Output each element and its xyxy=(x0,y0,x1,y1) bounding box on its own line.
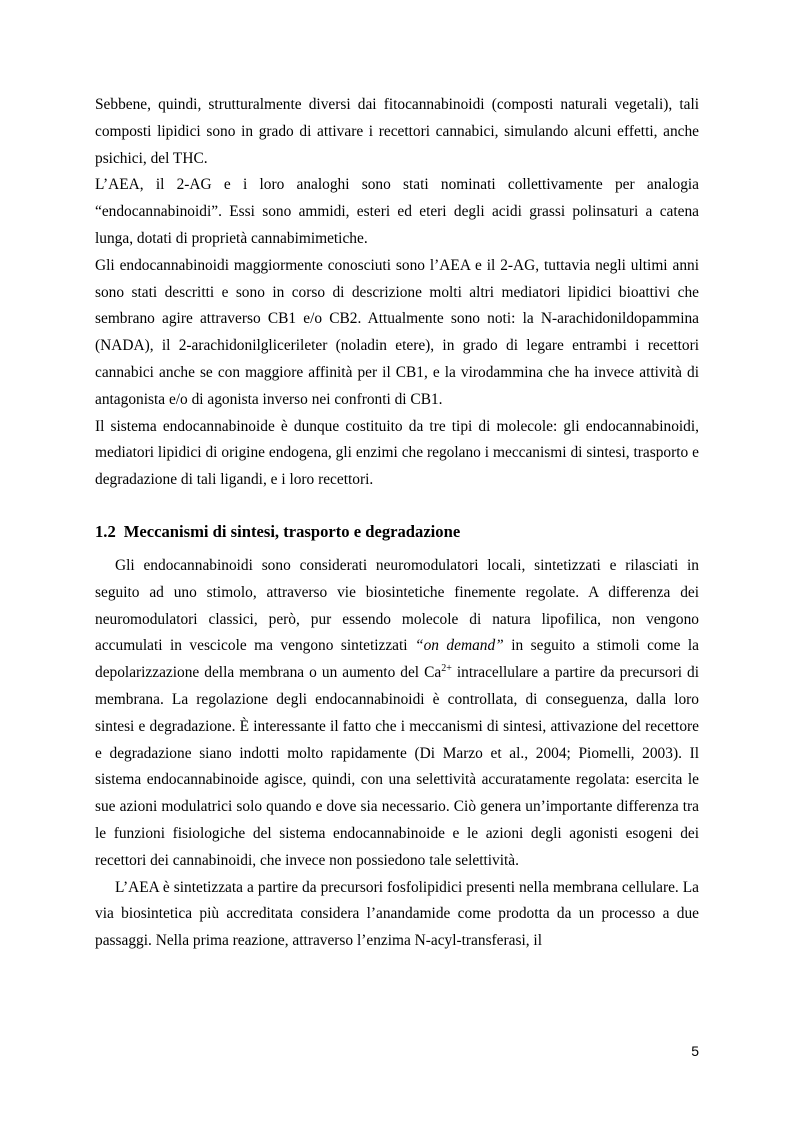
paragraph-structural-differences: Sebbene, quindi, strutturalmente diversi dai fitocannabinoidi (composti naturali vegetali), tali composti lipidici sono in grado di attivare i recettori cannabici, simulando alcuni effetti, anche psichici, del THC. xyxy=(95,96,699,167)
page-number: 5 xyxy=(691,1043,699,1059)
section-title: Meccanismi di sintesi, trasporto e degradazione xyxy=(123,521,461,541)
paragraph-endocannabinoid-definition: L’AEA, il 2-AG e i loro analoghi sono stati nominati collettivamente per analogia “endocannabinoidi”. Essi sono ammidi, esteri ed eteri degli acidi grassi polinsaturi a catena lunga, dotati di proprietà cannabimimetiche. xyxy=(95,176,699,247)
section-number: 1.2 xyxy=(95,521,116,541)
text-run: Gli endocannabinoidi sono considerati neuromodulatori locali, sintetizzati e rilasciati in seguito ad uno stimolo, attraverso vie biosintetiche finemente regolate. A differenza dei neuromodulatori classici, però, pur essendo molecole di natura lipofilica, non vengono accumulati in vescicole ma vengono sintetizzati xyxy=(95,556,699,655)
paragraph-synthesis-mechanisms xyxy=(95,553,699,875)
text-run: intracellulare a partire da precursori di membrana. La regolazione degli endocannabinoidi è controllata, di conseguenza, dalla loro sintesi e degradazione. È interessante il fatto che i meccanismi di sintesi, attivazione del recettore e degradazione siano indotti molto rapidamente (Di Marzo et al., 2004; Piomelli, 2003). Il sistema endocannabinoide agisce, quindi, con una selettività accuratamente regolata: esercita le sue azioni modulatrici solo quando e dove sia necessario. Ciò genera un’importante differenza tra le funzioni fisiologiche del sistema endocannabinoide e le azioni degli agonisti esogeni dei recettori dei cannabinoidi, che invece non possiedono tale selettività. xyxy=(95,664,699,869)
paragraph-known-endocannabinoids: Gli endocannabinoidi maggiormente conosciuti sono l’AEA e il 2-AG, tuttavia negli ultimi anni sono stati descritti e sono in corso di descrizione molti altri mediatori lipidici bioattivi che sembrano agire attraverso CB1 e/o CB2. Attualmente sono noti: la N-arachidonildopammina (NADA), il 2-arachidonilglicerileter (noladin etere), in grado di legare entrambi i recettori cannabici anche se con maggiore affinità per il CB1, e la virodammina che ha invece attività di antagonista e/o di agonista inverso nei confronti di CB1. xyxy=(95,256,699,408)
text-run: in seguito a stimoli come la depolarizzazione della membrana o un aumento del Ca xyxy=(95,637,699,682)
emphasis-on-demand: “on demand” xyxy=(415,637,504,655)
section-heading xyxy=(95,521,699,543)
paragraph-aea-synthesis: L’AEA è sintetizzata a partire da precursori fosfolipidici presenti nella membrana cellulare. La via biosintetica più accreditata considera l’anandamide come prodotta da un processo a due passaggi. Nella prima reazione, attraverso l’enzima N-acyl-transferasi, il xyxy=(95,878,699,950)
paragraph-system-composition: Il sistema endocannabinoide è dunque costituito da tre tipi di molecole: gli endocannabinoidi, mediatori lipidici di origine endogena, gli enzimi che regolano i meccanismi di sintesi, trasporto e degradazione di tali ligandi, e i loro recettori. xyxy=(95,417,699,489)
calcium-superscript: 2+ xyxy=(441,663,452,675)
page-body xyxy=(95,92,699,955)
